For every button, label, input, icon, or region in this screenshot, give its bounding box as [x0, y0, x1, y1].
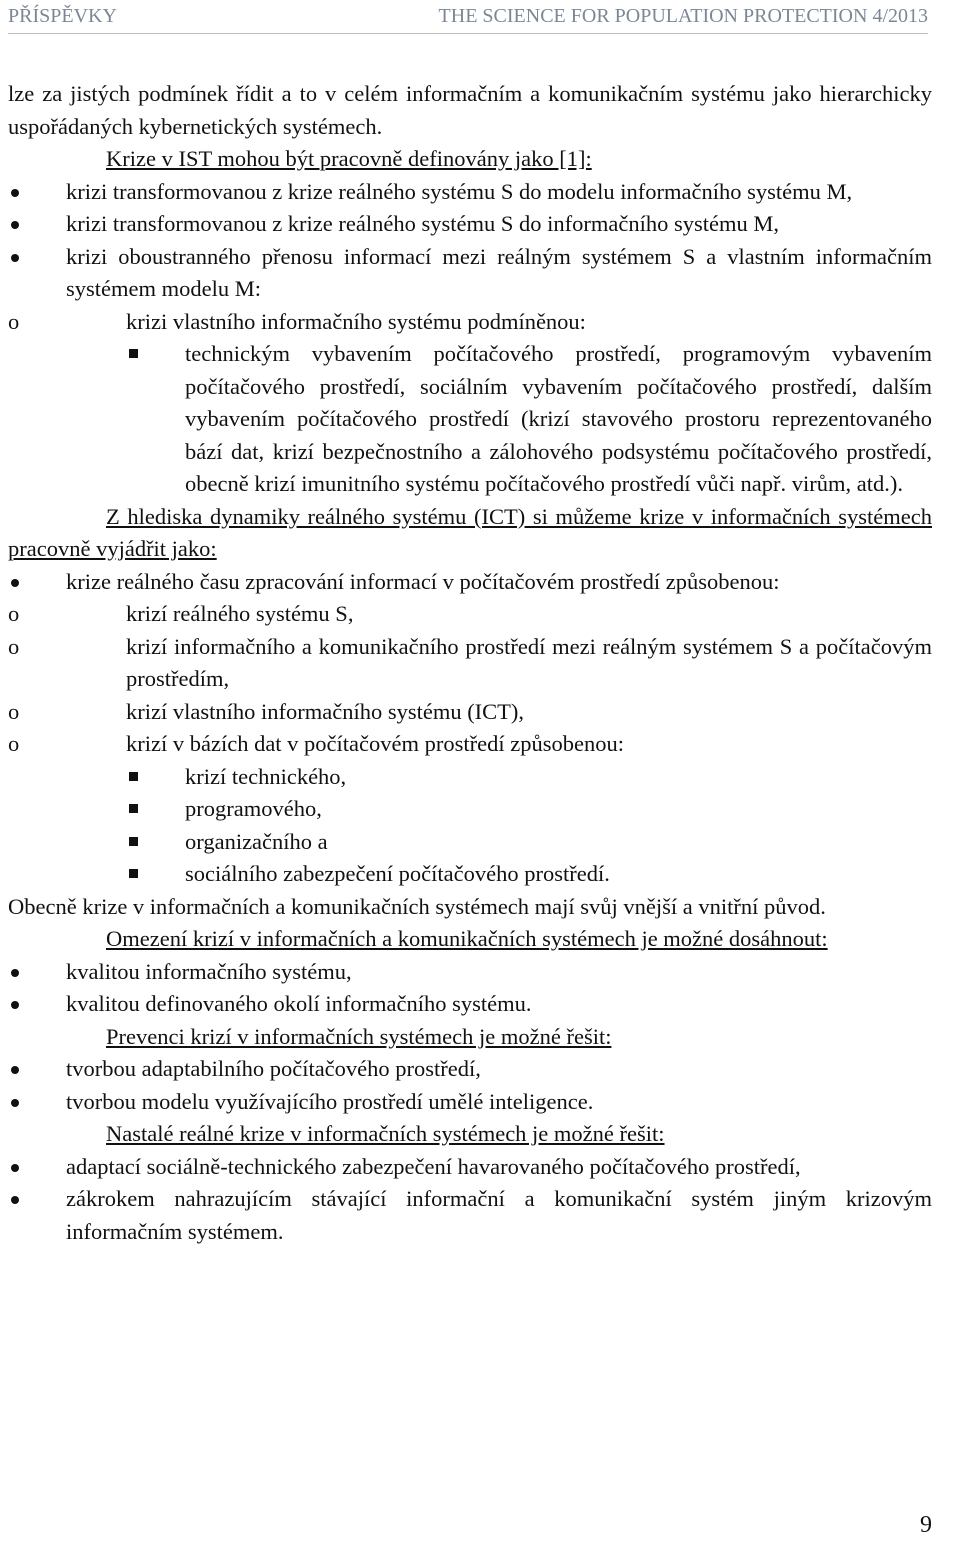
square-bullet-icon [129, 772, 138, 781]
header-journal-title: THE SCIENCE FOR POPULATION PROTECTION 4/2013 [438, 5, 928, 27]
list-item-text: krize reálného času zpracování informací v počítačovém prostředí způsobenou: [66, 568, 780, 594]
square-bullet-icon [129, 349, 138, 358]
paragraph: Obecně krize v informačních a komunikačních systémech mají svůj vnější a vnitřní původ. [8, 893, 826, 919]
running-header [8, 3, 928, 34]
underlined-lead: Prevenci krizí v informačních systémech je možné řešit: [106, 1023, 612, 1049]
list-item-text: krizí informačního a komunikačního prostředí mezi reálným systémem S a počítačovým prostředím, [126, 633, 932, 691]
underlined-lead: Omezení krizí v informačních a komunikačních systémech je možné dosáhnout: [106, 926, 828, 951]
list-item-text: kvalitou definovaného okolí informačního systému. [66, 991, 532, 1016]
list-item-text: krizi transformovanou z krize reálného systému S do informačního systému M, [66, 211, 779, 236]
list-item-text: technickým vybavením počítačového prostředí, programovým vybavením počítačového prostředí, sociálním vybavením počítačového prostředí, dalším vybavením počítačového prostředí (krizí stavového prostoru reprezentovaného bází dat, krizí bezpečnostního a zálohového podsystému počítačového prostředí, obecně krizí imunitního systému počítačového prostředí vůči např. virům, atd.). [185, 341, 932, 496]
sub-list-item [8, 728, 932, 761]
bullet-icon [11, 969, 19, 977]
circle-marker: o [8, 731, 20, 756]
list-item-text: tvorbou modelu využívajícího prostředí umělé inteligence. [66, 1088, 594, 1114]
underlined-lead: Krize v IST mohou být pracovně definovány jako [1]: [106, 146, 592, 171]
list-item [8, 176, 932, 209]
bullet-icon [11, 189, 19, 197]
paragraph [8, 501, 932, 566]
bullet-icon [11, 1066, 19, 1074]
paragraph [8, 1021, 932, 1054]
bullet-icon [11, 1196, 19, 1204]
square-bullet-icon [129, 837, 138, 846]
circle-marker: o [8, 698, 20, 724]
list-item [8, 1183, 932, 1248]
bullet-icon [11, 1164, 19, 1172]
bullet-icon [11, 221, 19, 229]
list-item-text: sociálního zabezpečení počítačového prostředí. [185, 861, 610, 886]
list-item-text: organizačního a [185, 828, 328, 854]
list-item-text: krizí v bázích dat v počítačovém prostředí způsobenou: [126, 731, 624, 756]
list-item-text: zákrokem nahrazujícím stávající informační a komunikační systém jiným krizovým informačním systémem. [66, 1186, 932, 1244]
list-item [8, 988, 932, 1021]
sub-list-item [8, 696, 932, 729]
sub-list-item [8, 631, 932, 696]
square-bullet-icon [129, 804, 138, 813]
list-item [8, 241, 932, 306]
list-item [8, 956, 932, 989]
sub-list-item [8, 306, 932, 339]
list-item [8, 1053, 932, 1086]
subsub-list-item [8, 338, 932, 501]
underlined-lead: Nastalé reálné krize v informačních systémech je možné řešit: [106, 1121, 665, 1146]
subsub-list-item [8, 858, 932, 891]
bullet-icon [11, 1001, 19, 1009]
paragraph [8, 923, 932, 956]
bullet-icon [11, 254, 19, 262]
subsub-list-item [8, 826, 932, 859]
header-section-label: PŘÍSPĚVKY [8, 5, 117, 27]
paragraph: lze za jistých podmínek řídit a to v celém informačním a komunikačním systému jako hierarchicky uspořádaných kybernetických systémech. [8, 81, 932, 139]
circle-marker: o [8, 633, 20, 659]
paragraph [8, 143, 932, 176]
bullet-icon [11, 579, 19, 587]
paragraph [8, 1118, 932, 1151]
circle-marker: o [8, 601, 20, 626]
sub-list-item [8, 598, 932, 631]
list-item [8, 208, 932, 241]
page-number: 9 [920, 1512, 932, 1538]
list-item [8, 1086, 932, 1119]
list-item-text: tvorbou adaptabilního počítačového prostředí, [66, 1056, 481, 1081]
subsub-list-item [8, 761, 932, 794]
article-body [8, 78, 932, 1248]
list-item-text: krizi oboustranného přenosu informací mezi reálným systémem S a vlastním informačním systémem modelu M: [66, 243, 932, 301]
underlined-lead: Z hlediska dynamiky reálného systému (ICT) si můžeme krize v informačních systémech pracovně vyjádřit jako: [8, 503, 932, 561]
list-item-text: krizí vlastního informačního systému (ICT), [126, 698, 525, 724]
list-item-text: adaptací sociálně-technického zabezpečení havarovaného počítačového prostředí, [66, 1153, 801, 1179]
list-item-text: krizi transformovanou z krize reálného systému S do modelu informačního systému M, [66, 178, 853, 204]
list-item-text: programového, [185, 796, 322, 821]
list-item-text: krizi vlastního informačního systému podmíněnou: [126, 308, 586, 334]
subsub-list-item [8, 793, 932, 826]
list-item-text: krizí technického, [185, 763, 347, 789]
bullet-icon [11, 1099, 19, 1107]
list-item-text: krizí reálného systému S, [126, 601, 354, 626]
list-item-text: kvalitou informačního systému, [66, 958, 352, 984]
square-bullet-icon [129, 869, 138, 878]
circle-marker: o [8, 308, 20, 334]
list-item [8, 566, 932, 599]
list-item [8, 1151, 932, 1184]
